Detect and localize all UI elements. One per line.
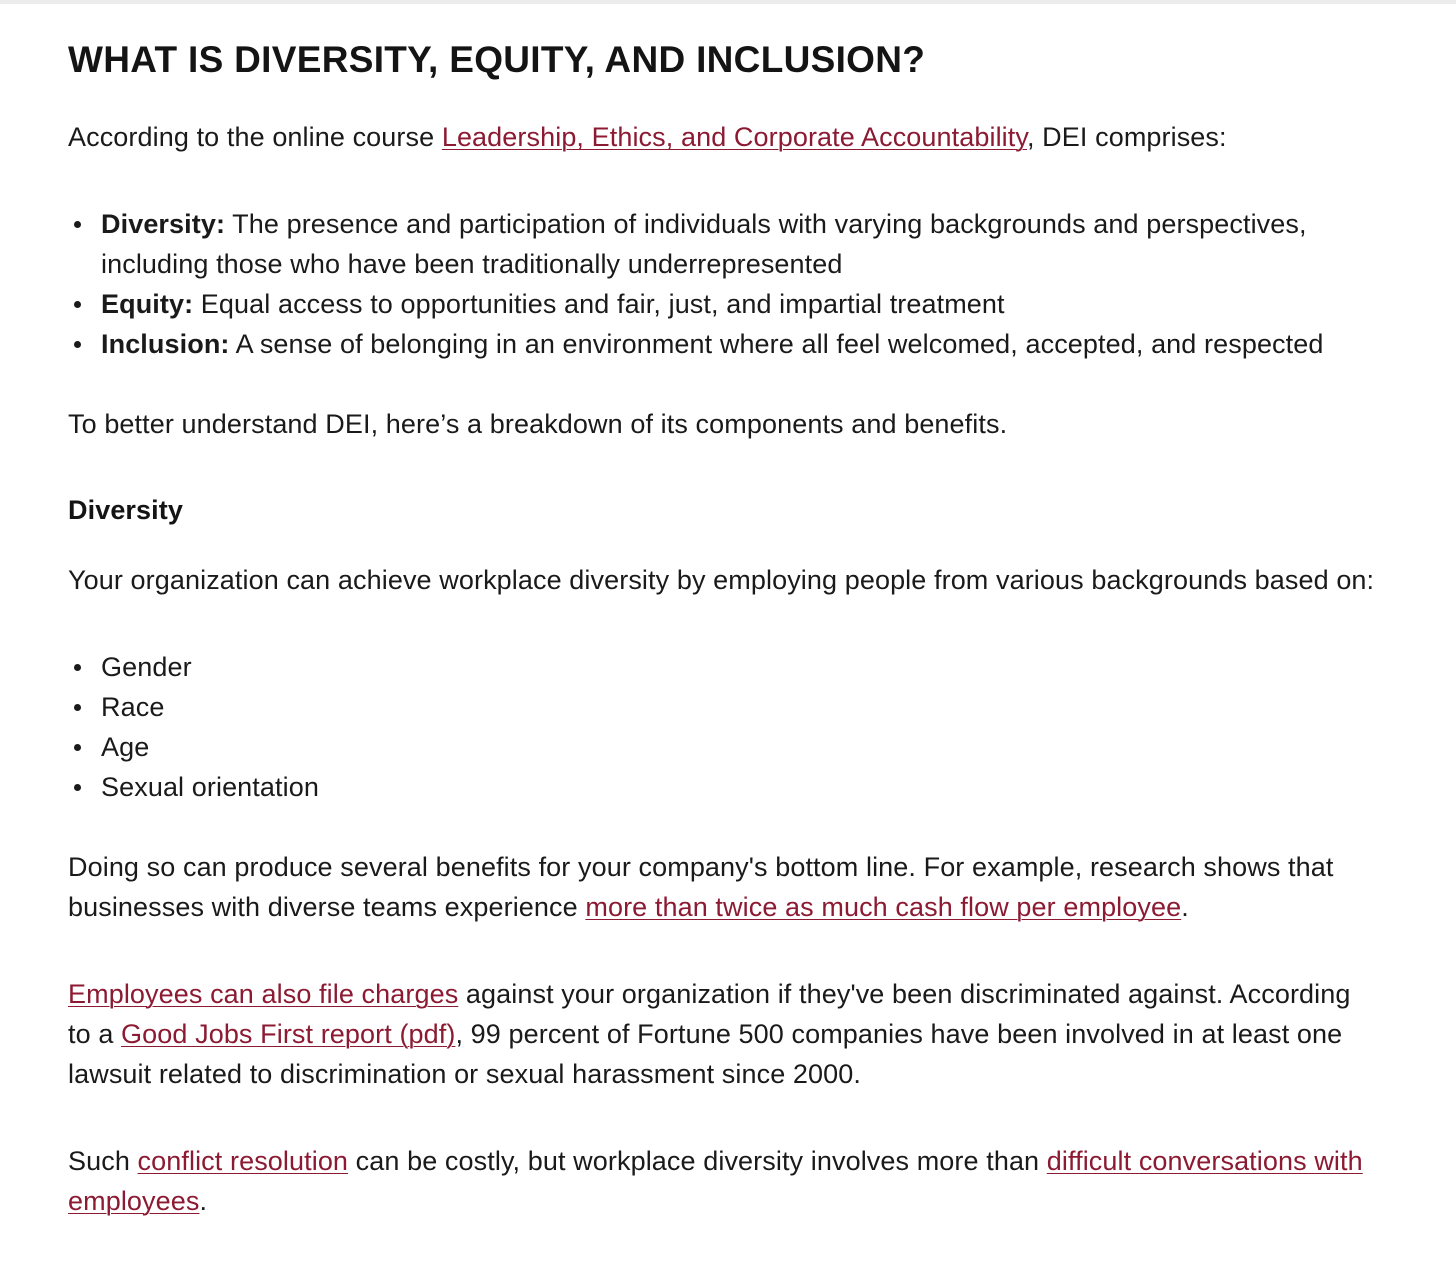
benefits-text: Doing so can produce several benefits for your company's bottom line. For example, research shows that businesses with diverse teams experience bbox=[68, 852, 1334, 922]
definition-text: The presence and participation of individuals with varying backgrounds and perspectives, including those who have been traditionally underrepresented bbox=[101, 209, 1307, 279]
definition-term: Inclusion: bbox=[101, 329, 230, 359]
definition-text: A sense of belonging in an environment where all feel welcomed, accepted, and respected bbox=[229, 329, 1324, 359]
list-item bbox=[101, 284, 1378, 324]
section-heading-diversity: Diversity bbox=[68, 495, 183, 525]
intro-paragraph bbox=[68, 117, 1378, 157]
conflict-text: Such bbox=[68, 1146, 138, 1176]
conflict-resolution-link[interactable]: conflict resolution bbox=[137, 1146, 349, 1176]
page-title: WHAT IS DIVERSITY, EQUITY, AND INCLUSION? bbox=[68, 39, 926, 80]
conflict-paragraph bbox=[68, 1141, 1378, 1221]
definition-term: Diversity: bbox=[101, 209, 226, 239]
charges-text: against your organization if they've been discriminated against. According to a bbox=[68, 979, 1351, 1049]
diversity-intro-paragraph: Your organization can achieve workplace diversity by employing people from various backgrounds based on: bbox=[68, 565, 1375, 595]
list-item: Age bbox=[101, 727, 1378, 767]
diversity-bases-list bbox=[68, 647, 1378, 807]
charges-text-end: , 99 percent of Fortune 500 companies have been involved in at least one lawsuit related to discrimination or sexual harassment since 2000. bbox=[68, 1019, 1343, 1089]
conflict-text-end: . bbox=[199, 1186, 208, 1216]
cash-flow-link[interactable]: more than twice as much cash flow per employee bbox=[585, 892, 1182, 922]
list-item bbox=[101, 324, 1378, 364]
breakdown-paragraph: To better understand DEI, here’s a breakdown of its components and benefits. bbox=[68, 409, 1008, 439]
list-item: Race bbox=[101, 687, 1378, 727]
course-link[interactable]: Leadership, Ethics, and Corporate Accountability bbox=[441, 122, 1027, 152]
file-charges-link[interactable]: Employees can also file charges bbox=[68, 979, 459, 1009]
definition-text: Equal access to opportunities and fair, just, and impartial treatment bbox=[193, 289, 1005, 319]
intro-text-end: , DEI comprises: bbox=[1026, 122, 1227, 152]
conflict-text-mid: can be costly, but workplace diversity involves more than bbox=[348, 1146, 1047, 1176]
article-body bbox=[68, 0, 1378, 1221]
definitions-list bbox=[68, 204, 1378, 364]
list-item bbox=[101, 204, 1378, 284]
definition-term: Equity: bbox=[101, 289, 194, 319]
charges-paragraph bbox=[68, 974, 1378, 1094]
list-item: Sexual orientation bbox=[101, 767, 1378, 807]
difficult-conversations-link[interactable]: difficult conversations with employees bbox=[68, 1146, 1363, 1216]
benefits-text-end: . bbox=[1181, 892, 1189, 922]
intro-text: According to the online course bbox=[68, 122, 442, 152]
list-item: Gender bbox=[101, 647, 1378, 687]
report-pdf-link[interactable]: Good Jobs First report (pdf) bbox=[121, 1019, 456, 1049]
benefits-paragraph bbox=[68, 847, 1378, 927]
